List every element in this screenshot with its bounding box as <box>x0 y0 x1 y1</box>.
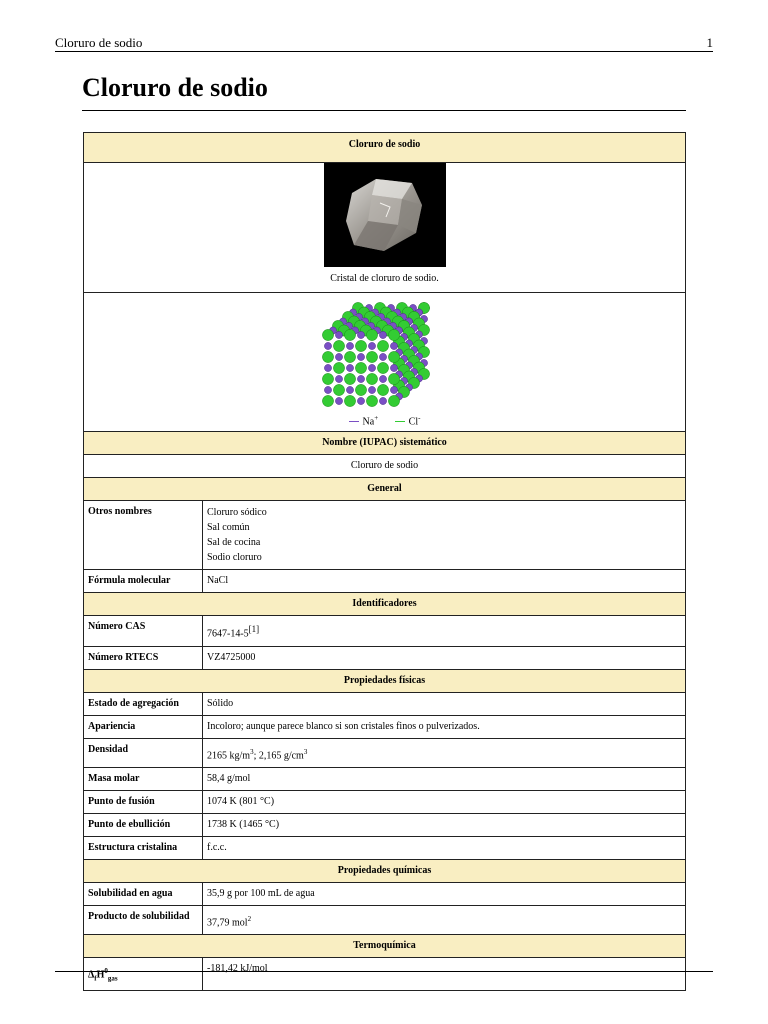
sodium-ion <box>346 364 353 371</box>
sodium-ion <box>368 364 375 371</box>
section-fisicas: Propiedades físicas <box>84 669 686 692</box>
producto-label: Producto de solubilidad <box>84 905 203 934</box>
chloride-ion <box>344 329 355 340</box>
solubilidad-label: Solubilidad en agua <box>84 882 203 905</box>
apariencia-value: Incoloro; aunque parece blanco si son cristales finos o pulverizados. <box>203 715 686 738</box>
crystal-caption: Cristal de cloruro de sodio. <box>330 273 439 284</box>
sodium-ion <box>390 364 397 371</box>
chloride-ion <box>333 340 344 351</box>
sodium-ion <box>390 386 397 393</box>
footer-rule <box>55 971 713 972</box>
otros-nombres-label: Otros nombres <box>84 501 203 570</box>
chloride-ion <box>377 362 388 373</box>
crystal-photo <box>324 163 446 267</box>
chloride-ion <box>377 340 388 351</box>
sodium-swatch <box>349 421 359 422</box>
section-quimicas: Propiedades químicas <box>84 859 686 882</box>
sodium-ion <box>379 375 386 382</box>
chloride-ion <box>388 351 399 362</box>
otro-nombre: Sodio cloruro <box>207 552 262 564</box>
chloride-ion <box>344 351 355 362</box>
chloride-ion <box>322 373 333 384</box>
estado-label: Estado de agregación <box>84 692 203 715</box>
chloride-ion <box>388 329 399 340</box>
solubilidad-value: 35,9 g por 100 mL de agua <box>203 882 686 905</box>
formula-label: Fórmula molecular <box>84 570 203 593</box>
page-title: Cloruro de sodio <box>82 73 268 102</box>
sodium-ion <box>357 353 364 360</box>
producto-value-cell <box>203 905 686 934</box>
sodium-ion <box>324 342 331 349</box>
densidad-g: ; 2,165 g/cm <box>253 749 304 761</box>
delta-f: f <box>94 974 97 983</box>
sodium-ion <box>368 342 375 349</box>
section-termoquimica: Termoquímica <box>84 935 686 958</box>
sodium-ion <box>335 331 342 338</box>
legend-na: Na <box>362 416 375 428</box>
chloride-ion <box>322 329 333 340</box>
chloride-ion <box>388 395 399 406</box>
chloride-ion <box>366 329 377 340</box>
chlorine-swatch <box>395 421 405 422</box>
sodium-ion <box>335 353 342 360</box>
chloride-ion <box>322 351 333 362</box>
chloride-ion <box>333 384 344 395</box>
delta-symbol: Δ <box>88 969 95 981</box>
running-header-title: Cloruro de sodio <box>55 35 143 50</box>
lattice-image-cell <box>84 293 686 432</box>
ebullicion-value: 1738 K (1465 °C) <box>203 813 686 836</box>
chloride-ion <box>366 395 377 406</box>
infobox-table <box>83 132 686 991</box>
section-identificadores: Identificadores <box>84 593 686 616</box>
sodium-ion <box>335 375 342 382</box>
sodium-ion <box>357 375 364 382</box>
chloride-ion <box>344 395 355 406</box>
delta-zero: 0 <box>104 967 108 976</box>
sodium-ion <box>324 364 331 371</box>
chloride-ion <box>322 395 333 406</box>
sodium-ion <box>390 342 397 349</box>
rtecs-value: VZ4725000 <box>203 646 686 669</box>
delta-h: H <box>96 969 105 981</box>
sodium-ion <box>379 353 386 360</box>
densidad-kg-exp: 3 <box>250 747 254 756</box>
nacl-lattice-diagram <box>320 299 450 411</box>
iupac-value: Cloruro de sodio <box>84 455 686 478</box>
legend-cl-charge: - <box>418 414 421 422</box>
cas-reference-link[interactable]: [1] <box>248 624 260 635</box>
estructura-value: f.c.c. <box>203 836 686 859</box>
sodium-ion <box>379 397 386 404</box>
cas-value-cell <box>203 616 686 646</box>
sodium-ion <box>357 331 364 338</box>
sodium-ion <box>346 386 353 393</box>
otro-nombre: Sal común <box>207 522 250 534</box>
sodium-ion <box>335 397 342 404</box>
infobox-header: Cloruro de sodio <box>84 133 686 163</box>
delta-gas: gas <box>107 974 118 983</box>
delta-h-label <box>84 958 203 990</box>
densidad-value-cell <box>203 738 686 767</box>
header-rule <box>55 51 713 52</box>
delta-h-value: -181,42 kJ/mol <box>203 958 686 990</box>
otros-nombres-value <box>203 501 686 570</box>
apariencia-label: Apariencia <box>84 715 203 738</box>
masa-value: 58,4 g/mol <box>203 767 686 790</box>
chloride-ion <box>355 340 366 351</box>
masa-label: Masa molar <box>84 767 203 790</box>
fusion-label: Punto de fusión <box>84 790 203 813</box>
sodium-ion <box>379 331 386 338</box>
cas-value: 7647-14-5 <box>207 628 249 640</box>
fusion-value: 1074 K (801 °C) <box>203 790 686 813</box>
chloride-ion <box>333 362 344 373</box>
sodium-ion <box>324 386 331 393</box>
chloride-ion <box>388 373 399 384</box>
page-number: 1 <box>706 35 713 50</box>
ion-legend <box>88 411 681 429</box>
section-general: General <box>84 478 686 501</box>
estructura-label: Estructura cristalina <box>84 836 203 859</box>
crystal-image-cell <box>84 163 686 293</box>
ebullicion-label: Punto de ebullición <box>84 813 203 836</box>
chloride-ion <box>355 362 366 373</box>
sodium-ion <box>368 386 375 393</box>
estado-value: Sólido <box>203 692 686 715</box>
otro-nombre: Sal de cocina <box>207 537 261 549</box>
legend-cl: Cl <box>408 416 419 428</box>
chloride-ion <box>355 384 366 395</box>
chloride-ion <box>366 373 377 384</box>
densidad-g-exp: 3 <box>303 747 308 756</box>
producto-value: 37,79 mol <box>207 917 248 929</box>
running-header <box>55 36 713 50</box>
chloride-ion <box>377 384 388 395</box>
sodium-ion <box>357 397 364 404</box>
producto-exp: 2 <box>247 914 252 923</box>
title-rule <box>82 110 686 111</box>
rtecs-label: Número RTECS <box>84 646 203 669</box>
densidad-kg: 2165 kg/m <box>207 749 251 761</box>
section-iupac: Nombre (IUPAC) sistemático <box>84 432 686 455</box>
legend-na-charge: + <box>374 414 379 422</box>
densidad-label: Densidad <box>84 738 203 767</box>
formula-value: NaCl <box>203 570 686 593</box>
chloride-ion <box>366 351 377 362</box>
sodium-ion <box>346 342 353 349</box>
otro-nombre: Cloruro sódico <box>207 507 267 519</box>
chloride-ion <box>344 373 355 384</box>
cas-label: Número CAS <box>84 616 203 646</box>
